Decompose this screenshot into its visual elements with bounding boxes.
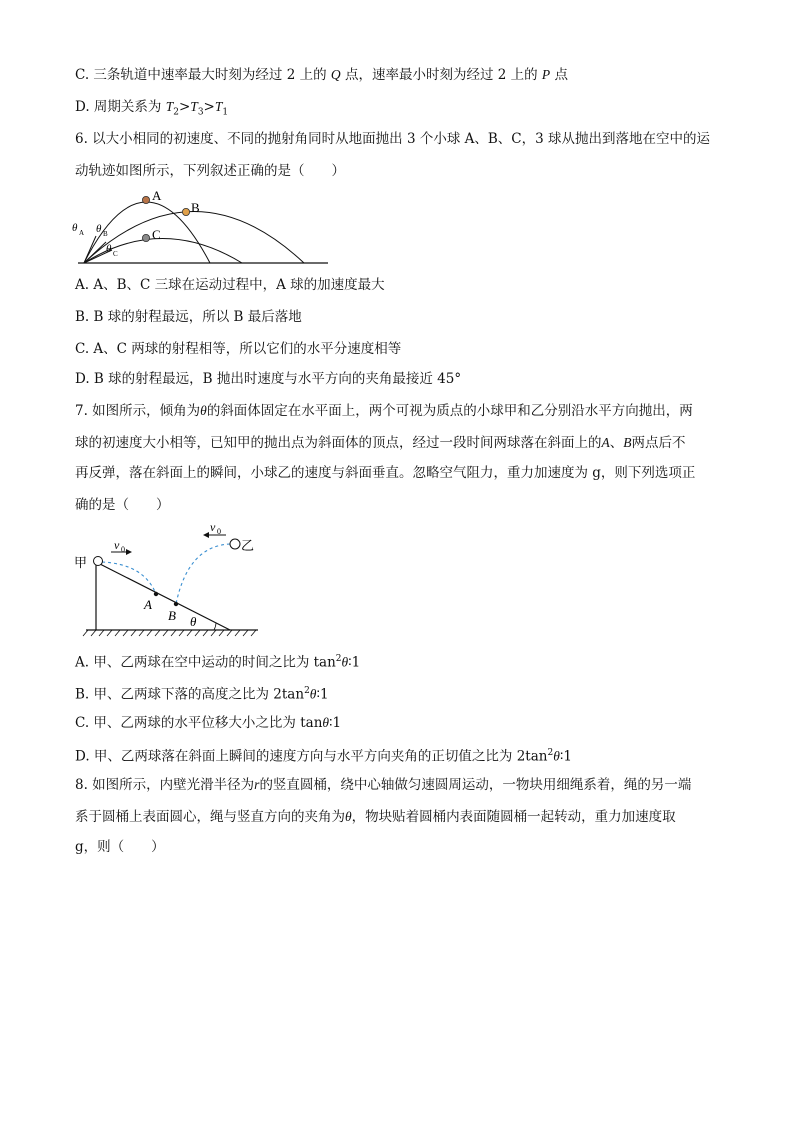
label-a: A	[144, 597, 152, 612]
q8-stem-line1: 8. 如图所示，内壁光滑半径为r的竖直圆桶，绕中心轴做匀速圆周运动，一物块用细绳系着，绳的另一端	[75, 777, 692, 793]
q7-option-b: B. 甲、乙两球下落的高度之比为 $2\tan^2\theta∶1$	[75, 686, 329, 703]
label-yi: 乙	[241, 538, 255, 553]
label-v0-yi: v	[210, 520, 216, 534]
q7-stem-line3: 再反弹，落在斜面上的瞬间，小球乙的速度与斜面垂直。忽略空气阻力，重力加速度为 g，则下列选项正	[75, 465, 696, 481]
q5-option-c: C. 三条轨道中速率最大时刻为经过 2 上的 Q 点，速率最小时刻为经过 2 上的 P 点	[75, 67, 568, 83]
velocity-arrowhead-yi	[203, 532, 209, 538]
q6-trajectory-figure	[70, 186, 335, 268]
q7-stem-line1: 7. 如图所示，倾角为θ的斜面体固定在水平面上，两个可视为质点的小球甲和乙分别沿水平方向抛出，两	[75, 403, 693, 419]
ball-b	[182, 208, 189, 215]
q7-stem-line2: 球的初速度大小相等，已知甲的抛出点为斜面体的顶点，经过一段时间两球落在斜面上的A、B两点后不	[75, 435, 686, 451]
ball-yi	[230, 539, 240, 549]
angle-arc	[214, 623, 216, 630]
q7-incline-figure	[72, 518, 268, 640]
velocity-arrowhead-jia	[126, 549, 132, 555]
trajectory-yi	[176, 544, 230, 604]
label-theta: θ	[190, 614, 197, 629]
q6-option-a: A. A、B、C 三球在运动过程中，A 球的加速度最大	[75, 277, 385, 293]
q6-stem-line2: 动轨迹如图所示，下列叙述正确的是（ ）	[75, 163, 345, 179]
label-v0-yi-sub: 0	[217, 527, 221, 536]
q5-option-d: D. 周期关系为 $T_2>T_3>T_1$	[75, 99, 229, 118]
q6-option-b: B. B 球的射程最远，所以 B 最后落地	[75, 309, 302, 325]
label-v0-jia: v	[114, 538, 120, 552]
ball-c	[142, 234, 149, 241]
theta-b-sub: B	[103, 230, 108, 238]
theta-a-sub: A	[79, 229, 85, 237]
q6-option-d: D. B 球的射程最远，B 抛出时速度与水平方向的夹角最接近 45°	[75, 371, 462, 387]
label-b: B	[191, 200, 200, 215]
incline-slope	[96, 562, 230, 630]
label-v0-jia-sub: 0	[121, 545, 125, 554]
label-c: C	[152, 227, 161, 242]
q7-option-d: D. 甲、乙两球落在斜面上瞬间的速度方向与水平方向夹角的正切值之比为 $2\tan^2\theta∶1$	[75, 748, 572, 765]
theta-b: θ	[96, 223, 102, 235]
ball-a	[142, 196, 149, 203]
ball-jia	[94, 557, 103, 566]
q8-stem-line2: 系于圆桶上表面圆心，绳与竖直方向的夹角为θ，物块贴着圆桶内表面随圆桶一起转动，重力加速度取	[75, 809, 676, 825]
label-b: B	[168, 608, 176, 623]
theta-c-sub: C	[113, 250, 118, 258]
q7-option-a: A. 甲、乙两球在空中运动的时间之比为 $\tan^2\theta∶1$	[75, 654, 361, 671]
point-a	[154, 592, 158, 596]
point-b	[174, 602, 178, 606]
q7-option-c: C. 甲、乙两球的水平位移大小之比为 tanθ∶1	[75, 715, 342, 731]
ground-hatching	[83, 630, 256, 636]
theta-a: θ	[72, 222, 78, 234]
label-jia: 甲	[74, 555, 88, 570]
theta-c: θ	[106, 243, 112, 255]
q8-stem-line3: g，则（ ）	[75, 839, 165, 855]
label-a: A	[152, 188, 162, 203]
trajectory-jia	[102, 562, 156, 594]
q6-stem-line1: 6. 以大小相同的初速度、不同的抛射角同时从地面抛出 3 个小球 A、B、C，3 球从抛出到落地在空中的运	[75, 131, 711, 147]
q7-stem-line4: 确的是（ ）	[75, 497, 170, 513]
q6-option-c: C. A、C 两球的射程相等，所以它们的水平分速度相等	[75, 341, 402, 357]
